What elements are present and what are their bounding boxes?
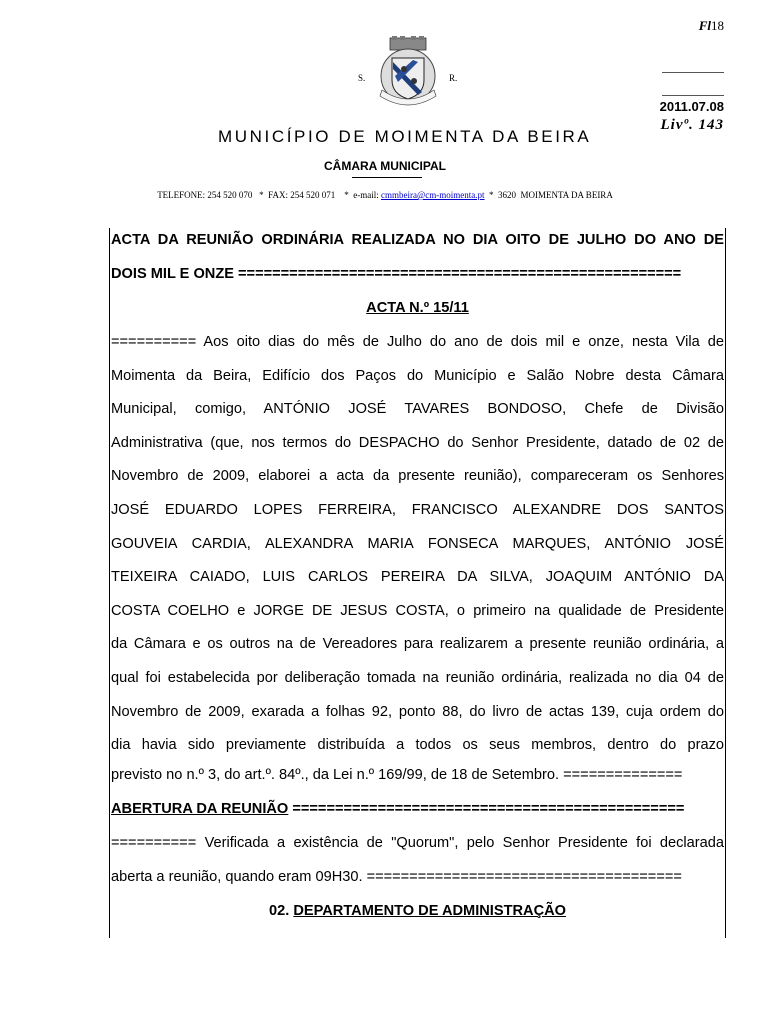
department-title: DEPARTAMENTO DE ADMINISTRAÇÃO <box>293 903 567 919</box>
contacts-prefix: TELEFONE: 254 520 070 * FAX: 254 520 071 * e-mail: <box>157 190 382 200</box>
crest-letter-left: S. <box>358 73 366 83</box>
document-date: 2011.07.08 <box>659 99 724 114</box>
paragraph-opening-line: JOSÉ EDUARDO LOPES FERREIRA, FRANCISCO ALEXANDRE DOS SANTOS <box>111 502 724 518</box>
paragraph-opening-line: Moimenta da Beira, Edifício dos Paços do Município e Salão Nobre desta Câmara <box>111 368 724 384</box>
paragraph-opening-line: Administrativa (que, nos termos do DESPACHO do Senhor Presidente, datado de 02 de <box>111 435 724 451</box>
paragraph-opening-line: qual foi estabelecida por deliberação tomada na reunião ordinária, realizada no dia 04 de <box>111 670 724 686</box>
title-line-1: ACTA DA REUNIÃO ORDINÁRIA REALIZADA NO DIA OITO DE JULHO DO ANO DE <box>111 232 724 248</box>
paragraph-opening-line: da Câmara e os outros na de Vereadores para realizarem a presente reunião ordinária, a <box>111 636 724 652</box>
paragraph-opening-last-line: previsto no n.º 3, do art.º. 84º., da Lei n.º 169/99, de 18 de Setembro. ============== <box>111 767 683 783</box>
folio-label: Fl <box>698 18 711 33</box>
paragraph-opening-line: Novembro de 2009, exarada a folhas 92, ponto 88, do livro de actas 139, cuja ordem do <box>111 704 724 720</box>
right-margin-rule <box>725 228 726 938</box>
paragraph-quorum-line-2: aberta a reunião, quando eram 09H30. ===================================== <box>111 869 682 885</box>
municipality-title: MUNICÍPIO DE MOIMENTA DA BEIRA <box>218 127 592 146</box>
title-line-2: DOIS MIL E ONZE ==================================================== <box>111 266 682 282</box>
section-heading: ABERTURA DA REUNIÃO <box>111 801 289 817</box>
paragraph-opening-line: TEIXEIRA CAIADO, LUIS CARLOS PEREIRA DA SILVA, JOAQUIM ANTÓNIO DA <box>111 569 724 585</box>
folio-rule-2 <box>662 95 724 96</box>
paragraph-opening-line: GOUVEIA CARDIA, ALEXANDRA MARIA FONSECA MARQUES, ANTÓNIO JOSÉ <box>111 536 724 552</box>
paragraph-quorum-line-1: ========== Verificada a existência de "Quorum", pelo Senhor Presidente foi declarada <box>111 835 724 851</box>
council-subtitle: CÂMARA MUNICIPAL <box>324 159 446 173</box>
book-number: Livº. 143 <box>660 117 724 133</box>
municipal-crest-logo <box>368 36 448 106</box>
acta-number: ACTA N.º 15/11 <box>366 300 469 316</box>
paragraph-opening-line: dia havia sido previamente distribuída a todos os seus membros, dentro do prazo <box>111 737 724 753</box>
email-link[interactable]: cmmbeira@cm-moimenta.pt <box>381 190 485 200</box>
paragraph-opening-line: COSTA COELHO e JORGE DE JESUS COSTA, o primeiro na qualidade de Presidente <box>111 603 724 619</box>
section-heading-fill: ============================================== <box>288 801 685 817</box>
contacts-line <box>0 190 770 200</box>
subtitle-underline <box>352 177 422 178</box>
contacts-suffix: * 3620 MOIMENTA DA BEIRA <box>484 190 613 200</box>
crest-letter-right: R. <box>449 73 458 83</box>
department-number: 02. <box>268 903 294 919</box>
paragraph-opening-line: ========== Aos oito dias do mês de Julho do ano de dois mil e onze, nesta Vila de <box>111 334 724 350</box>
paragraph-opening-line: Municipal, comigo, ANTÓNIO JOSÉ TAVARES BONDOSO, Chefe de Divisão <box>111 401 724 417</box>
department-heading <box>111 902 724 920</box>
paragraph-opening-line: Novembro de 2009, elaborei a acta da presente reunião), compareceram os Senhores <box>111 468 724 484</box>
folio-rule-1 <box>662 72 724 73</box>
folio-number <box>640 18 724 34</box>
left-margin-rule <box>109 228 110 938</box>
section-heading-line <box>111 800 724 818</box>
folio-value: 18 <box>711 18 724 33</box>
